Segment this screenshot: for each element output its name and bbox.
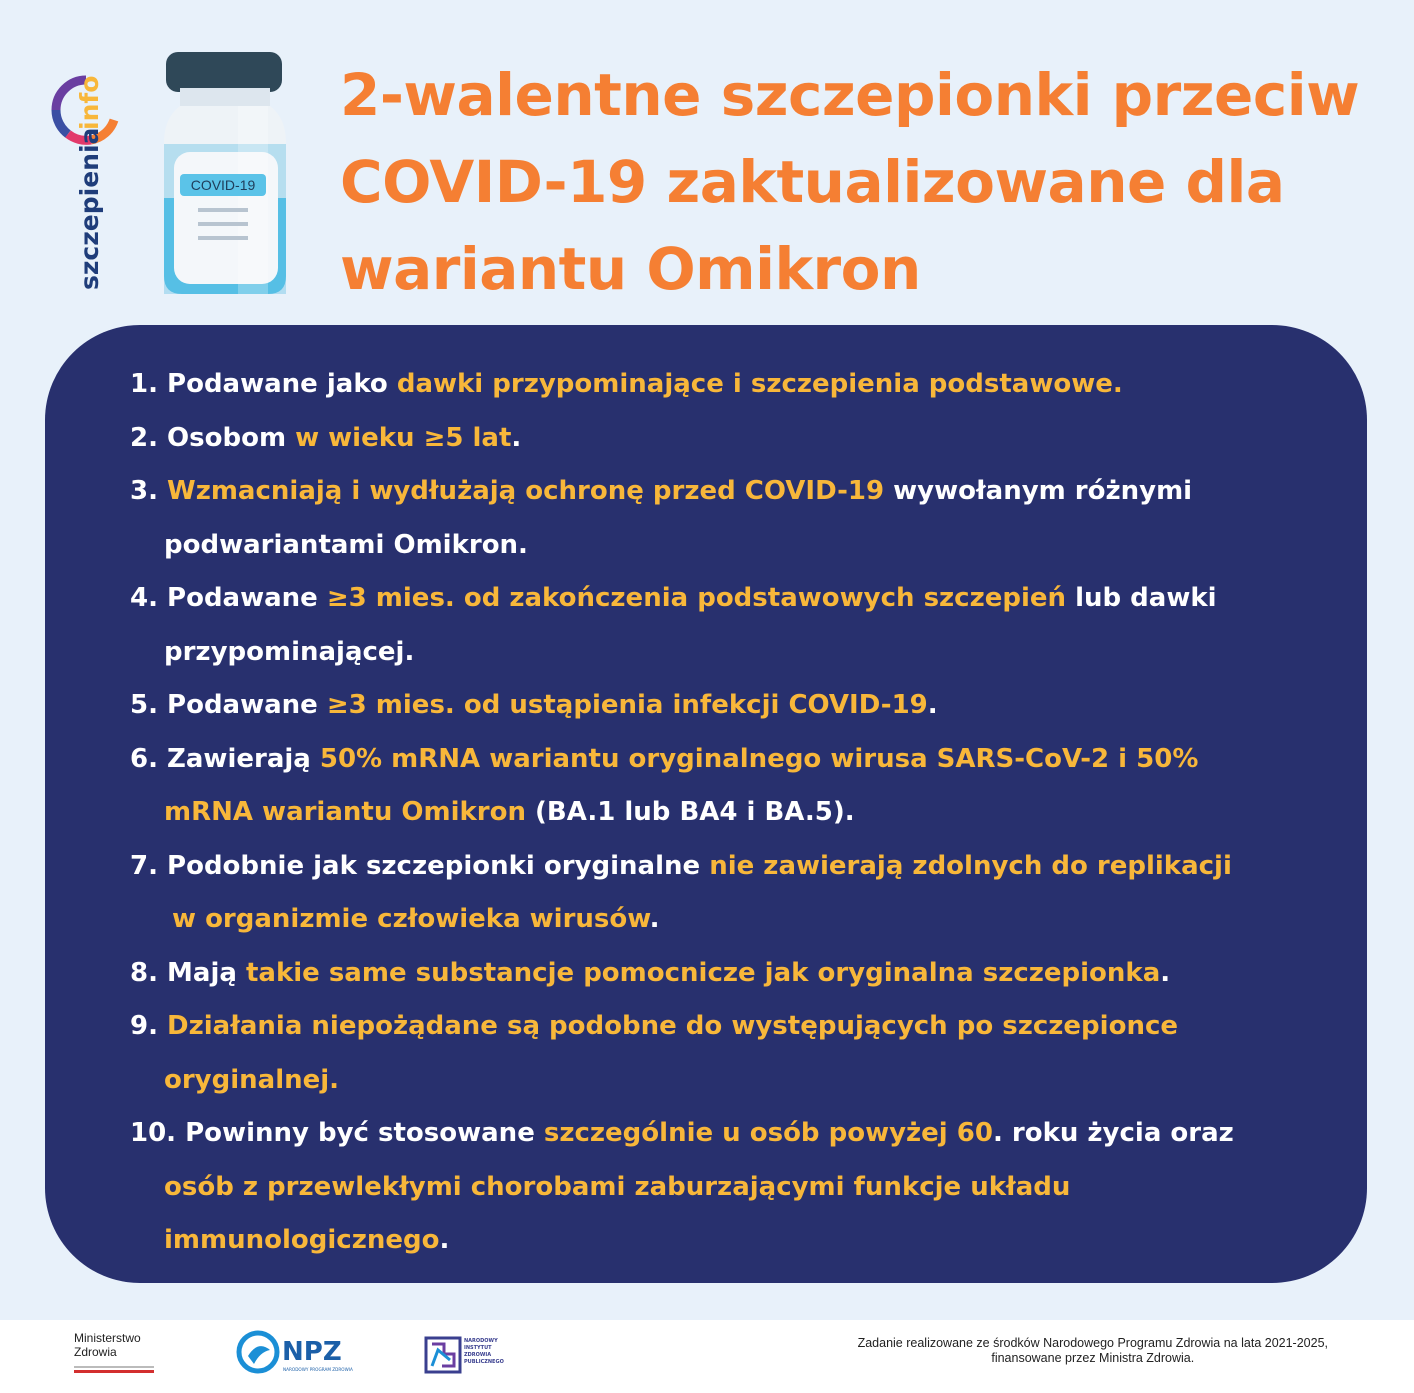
highlight-text: Działania niepożądane są podobne do występujących po szczepionce xyxy=(167,1011,1178,1041)
body-text: Podawane jako xyxy=(167,369,397,399)
szczepienia-info-logo xyxy=(46,40,126,300)
list-item-continuation xyxy=(130,1214,1330,1268)
item-number: 3. xyxy=(130,476,158,506)
highlight-text: ≥3 mies. od zakończenia podstawowych szczepień xyxy=(326,583,1067,613)
body-text: Osobom xyxy=(167,422,296,453)
body-text: przypominającej. xyxy=(164,636,415,667)
item-number: 2. xyxy=(130,422,158,453)
nizp-emblem-icon xyxy=(426,1338,460,1372)
highlight-text: oryginalnej. xyxy=(164,1064,340,1095)
continuation-text xyxy=(130,1214,1330,1268)
nizp-line-1: NARODOWY xyxy=(464,1338,498,1344)
list-item xyxy=(130,572,1330,626)
npz-full: NARODOWY PROGRAM ZDROWIA xyxy=(283,1367,353,1372)
body-text: . xyxy=(649,904,660,934)
highlight-text: immunologicznego xyxy=(164,1225,440,1255)
body-text: wywołanym różnymi xyxy=(884,476,1193,506)
continuation-text xyxy=(130,786,1330,840)
npz-swirl-icon xyxy=(239,1333,277,1371)
list-item xyxy=(130,465,1330,519)
item-number: 5. xyxy=(130,690,158,720)
item-number: 7. xyxy=(130,850,158,881)
list-item xyxy=(130,840,1330,894)
funding-note xyxy=(858,1336,1328,1366)
body-text: Podawane xyxy=(167,583,327,613)
body-text: Powinny być stosowane xyxy=(185,1118,544,1148)
page-title xyxy=(340,52,1400,313)
item-number: 8. xyxy=(130,957,158,988)
ministry-line-2: Zdrowia xyxy=(74,1345,117,1359)
item-number: 4. xyxy=(130,583,158,613)
item-number: 9. xyxy=(130,1011,158,1041)
item-number: 10. xyxy=(130,1118,177,1148)
list-item xyxy=(130,679,1330,733)
facts-list xyxy=(130,358,1330,1268)
list-item xyxy=(130,733,1330,787)
title-line-1: 2-walentne szczepionki przeciw xyxy=(340,61,1360,129)
nizp-logo xyxy=(424,1330,534,1378)
continuation-text xyxy=(130,519,1330,573)
logo-word-main: szczepienia xyxy=(75,127,104,290)
list-item xyxy=(130,358,1330,412)
logo-word-accent: info xyxy=(75,75,104,130)
highlight-text: w organizmie człowieka wirusów xyxy=(172,904,650,934)
vaccine-vial-icon xyxy=(160,48,290,298)
list-item-continuation xyxy=(130,786,1330,840)
body-text: Mają xyxy=(167,957,246,988)
funding-line-1: Zadanie realizowane ze środków Narodowego Programu Zdrowia na lata 2021-2025, xyxy=(857,1336,1328,1350)
list-item-continuation xyxy=(130,1054,1330,1108)
ministry-logo xyxy=(74,1331,141,1359)
item-number: 6. xyxy=(130,743,158,774)
vial-label: COVID-19 xyxy=(190,177,256,193)
body-text: . xyxy=(439,1225,450,1255)
body-text: . xyxy=(511,422,522,453)
body-text: . roku życia oraz xyxy=(992,1118,1234,1148)
nizp-line-4: PUBLICZNEGO xyxy=(464,1359,504,1365)
body-text: (BA.1 lub BA4 i BA.5). xyxy=(525,797,855,827)
continuation-text xyxy=(130,626,1330,680)
funding-line-2: finansowane przez Ministra Zdrowia. xyxy=(991,1351,1195,1365)
highlight-text: osób z przewlekłymi chorobami zaburzającymi funkcje układu xyxy=(164,1171,1071,1202)
highlight-text: ≥3 mies. od ustąpienia infekcji COVID-19 xyxy=(326,690,928,720)
body-text: Podobnie jak szczepionki oryginalne xyxy=(167,850,710,881)
body-text: Podawane xyxy=(167,690,327,720)
highlight-text: szczególnie u osób powyżej 60 xyxy=(543,1118,993,1148)
highlight-text: w wieku ≥5 lat xyxy=(295,422,512,453)
list-item xyxy=(130,947,1330,1001)
body-text: . xyxy=(1160,957,1171,988)
body-text: lub dawki xyxy=(1066,583,1217,613)
ministry-rule-grey xyxy=(74,1366,154,1368)
nizp-line-2: INSTYTUT xyxy=(464,1345,492,1351)
npz-abbr: NPZ xyxy=(282,1337,342,1367)
highlight-text: takie same substancje pomocnicze jak oryginalna szczepionka xyxy=(245,957,1161,988)
list-item-continuation xyxy=(130,1161,1330,1215)
nizp-line-3: ZDROWIA xyxy=(464,1352,492,1358)
title-line-2: COVID-19 zaktualizowane dla xyxy=(340,148,1285,216)
highlight-text: nie zawierają zdolnych do replikacji xyxy=(709,850,1232,881)
title-line-3: wariantu Omikron xyxy=(340,235,921,303)
body-text: podwariantami Omikron. xyxy=(164,529,528,560)
list-item xyxy=(130,1000,1330,1054)
continuation-text xyxy=(130,1054,1330,1108)
highlight-text: Wzmacniają i wydłużają ochronę przed COVID-19 xyxy=(167,476,885,506)
ministry-rule-red xyxy=(74,1370,154,1373)
body-text: . xyxy=(927,690,938,720)
list-item xyxy=(130,412,1330,466)
continuation-text xyxy=(130,893,1330,947)
highlight-text: dawki przypominające i szczepienia podstawowe. xyxy=(396,369,1123,399)
item-number: 1. xyxy=(130,369,158,399)
ministry-line-1: Ministerstwo xyxy=(74,1331,141,1345)
list-item-continuation xyxy=(130,626,1330,680)
list-item-continuation xyxy=(130,519,1330,573)
highlight-text: mRNA wariantu Omikron xyxy=(164,797,526,827)
highlight-text: 50% mRNA wariantu oryginalnego wirusa SARS-CoV-2 i 50% xyxy=(319,743,1199,774)
continuation-text xyxy=(130,1161,1330,1215)
npz-logo xyxy=(236,1330,361,1375)
list-item-continuation xyxy=(130,893,1330,947)
list-item xyxy=(130,1107,1330,1161)
body-text: Zawierają xyxy=(167,743,320,774)
